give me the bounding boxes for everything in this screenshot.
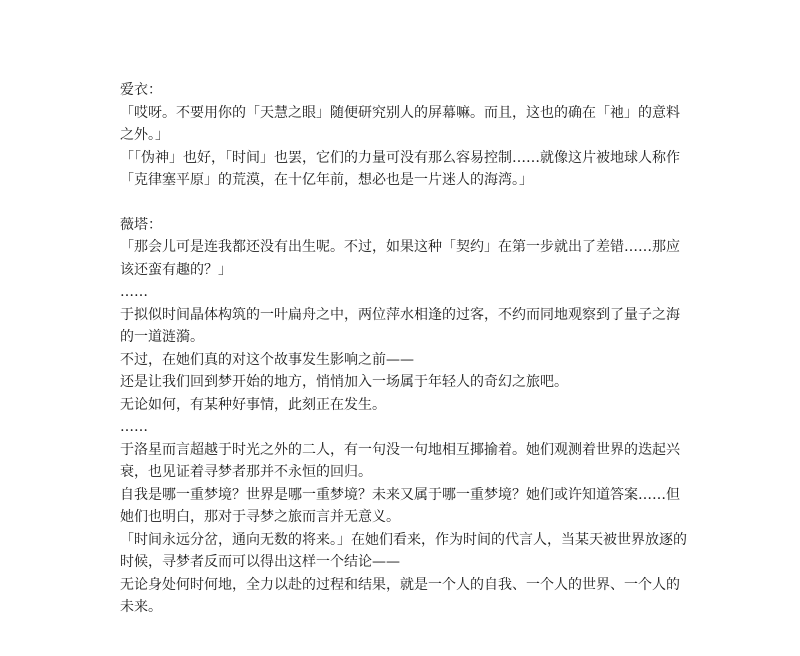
narrative-paragraph: 于拟似时间晶体构筑的一叶扁舟之中，两位萍水相逢的过客，不约而同地观察到了量子之海的一道涟漪。 xyxy=(120,306,680,345)
narrative-paragraph: 于洛星而言超越于时光之外的二人，有一句没一句地相互揶揄着。她们观测着世界的迭起兴衰，也见证着寻梦者那并不永恒的回归。 xyxy=(120,441,680,480)
narrative-paragraph: 无论身处何时何地，全力以赴的过程和结果，就是一个人的自我、一个人的世界、一个人的未来。 xyxy=(120,576,680,615)
ellipsis-separator: …… xyxy=(120,284,148,300)
narrative-paragraph: 无论如何，有某种好事情，此刻正在发生。 xyxy=(120,396,386,413)
dialogue-paragraph: 「「伪神」也好，「时间」也罢，它们的力量可没有那么容易控制……就像这片被地球人称作「克律塞平原」的荒漠，在十亿年前，想必也是一片迷人的海湾。」 xyxy=(120,149,680,188)
paragraph-gap xyxy=(120,192,690,214)
narrative-paragraph: 自我是哪一重梦境？世界是哪一重梦境？未来又属于哪一重梦境？她们或许知道答案……但她们也明白，那对于寻梦之旅而言并无意义。 xyxy=(120,486,680,525)
narrative-paragraph: 「时间永远分岔，通向无数的将来。」在她们看来，作为时间的代言人，当某天被世界放逐的时候，寻梦者反而可以得出这样一个结论—— xyxy=(120,531,687,570)
ellipsis-separator: …… xyxy=(120,419,148,435)
dialogue-paragraph: 「哎呀。不要用你的「天慧之眼」随便研究别人的屏幕嘛。而且，这也的确在「祂」的意料之外。」 xyxy=(120,104,680,143)
speaker-label-aiyi: 爱衣： xyxy=(120,82,162,98)
narrative-paragraph: 不过，在她们真的对这个故事发生影响之前—— xyxy=(120,351,414,368)
narrative-paragraph: 还是让我们回到梦开始的地方，悄悄加入一场属于年轻人的奇幻之旅吧。 xyxy=(120,374,568,390)
speaker-label-vita: 薇塔： xyxy=(120,216,162,233)
document-page xyxy=(120,79,690,619)
dialogue-paragraph: 「那会儿可是连我都还没有出生呢。不过，如果这种「契约」在第一步就出了差错……那应该还蛮有趣的？」 xyxy=(120,239,680,278)
